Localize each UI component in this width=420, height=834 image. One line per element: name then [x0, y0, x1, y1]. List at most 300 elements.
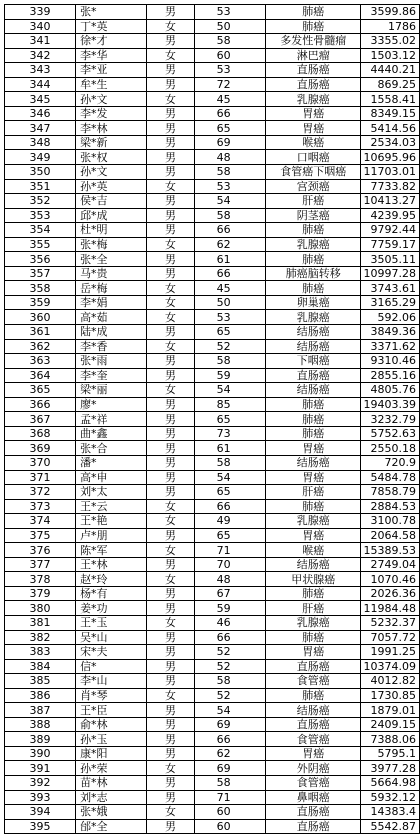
row-number-cell: 361 — [5, 325, 76, 340]
diagnosis-cell: 乳腺癌 — [265, 514, 360, 529]
age-cell: 70 — [194, 557, 265, 572]
age-cell: 58 — [194, 34, 265, 49]
table-row — [5, 325, 420, 340]
age-cell: 48 — [194, 150, 265, 165]
sex-cell: 男 — [147, 586, 194, 601]
patient-name-cell: 宋*夫 — [76, 645, 147, 660]
cost-cell: 1786 — [361, 19, 420, 34]
diagnosis-cell: 肝癌 — [265, 601, 360, 616]
cost-cell: 5664.98 — [361, 775, 420, 790]
diagnosis-cell: 鼻咽癌 — [265, 790, 360, 805]
patient-name-cell: 杨*有 — [76, 586, 147, 601]
diagnosis-cell: 结肠癌 — [265, 383, 360, 398]
age-cell: 50 — [194, 295, 265, 310]
patient-name-cell: 梁*新 — [76, 135, 147, 150]
row-number-cell: 340 — [5, 19, 76, 34]
table-row — [5, 368, 420, 383]
diagnosis-cell: 胃癌 — [265, 470, 360, 485]
table-row — [5, 805, 420, 820]
table-row — [5, 19, 420, 34]
age-cell: 66 — [194, 266, 265, 281]
age-cell: 62 — [194, 746, 265, 761]
cost-cell: 1558.41 — [361, 92, 420, 107]
row-number-cell: 350 — [5, 165, 76, 180]
table-row — [5, 761, 420, 776]
cost-cell: 3505.11 — [361, 252, 420, 267]
cost-cell: 2064.58 — [361, 528, 420, 543]
patient-name-cell: 孙*玉 — [76, 732, 147, 747]
row-number-cell: 351 — [5, 179, 76, 194]
age-cell: 65 — [194, 325, 265, 340]
row-number-cell: 348 — [5, 135, 76, 150]
row-number-cell: 367 — [5, 412, 76, 427]
diagnosis-cell: 喉癌 — [265, 543, 360, 558]
age-cell: 53 — [194, 179, 265, 194]
cost-cell: 4805.76 — [361, 383, 420, 398]
row-number-cell: 388 — [5, 717, 76, 732]
age-cell: 58 — [194, 674, 265, 689]
diagnosis-cell: 胃癌 — [265, 645, 360, 660]
cost-cell: 1503.12 — [361, 48, 420, 63]
table-row — [5, 310, 420, 325]
sex-cell: 女 — [147, 805, 194, 820]
patient-name-cell: 孙*荣 — [76, 761, 147, 776]
table-row — [5, 121, 420, 136]
patient-name-cell: 侯*吉 — [76, 194, 147, 209]
age-cell: 60 — [194, 48, 265, 63]
age-cell: 65 — [194, 528, 265, 543]
row-number-cell: 365 — [5, 383, 76, 398]
cost-cell: 7733.82 — [361, 179, 420, 194]
table-row — [5, 106, 420, 121]
age-cell: 71 — [194, 543, 265, 558]
table-row — [5, 586, 420, 601]
age-cell: 53 — [194, 5, 265, 20]
table-row — [5, 470, 420, 485]
sex-cell: 女 — [147, 237, 194, 252]
table-row — [5, 63, 420, 78]
sex-cell: 男 — [147, 135, 194, 150]
patient-name-cell: 徐*才 — [76, 34, 147, 49]
age-cell: 52 — [194, 659, 265, 674]
row-number-cell: 352 — [5, 194, 76, 209]
diagnosis-cell: 直肠癌 — [265, 805, 360, 820]
patient-name-cell: 马*贵 — [76, 266, 147, 281]
sex-cell: 男 — [147, 165, 194, 180]
age-cell: 65 — [194, 485, 265, 500]
cost-cell: 10997.28 — [361, 266, 420, 281]
table-row — [5, 630, 420, 645]
row-number-cell: 374 — [5, 514, 76, 529]
age-cell: 46 — [194, 615, 265, 630]
sex-cell: 女 — [147, 281, 194, 296]
table-row — [5, 514, 420, 529]
cost-cell: 1070.46 — [361, 572, 420, 587]
diagnosis-cell: 食管癌下咽癌 — [265, 165, 360, 180]
row-number-cell: 384 — [5, 659, 76, 674]
cost-cell: 10374.09 — [361, 659, 420, 674]
row-number-cell: 356 — [5, 252, 76, 267]
age-cell: 53 — [194, 63, 265, 78]
age-cell: 69 — [194, 717, 265, 732]
patient-name-cell: 孙*文 — [76, 92, 147, 107]
sex-cell: 女 — [147, 499, 194, 514]
diagnosis-cell: 口咽癌 — [265, 150, 360, 165]
table-row — [5, 34, 420, 49]
cost-cell: 19403.39 — [361, 397, 420, 412]
sex-cell: 男 — [147, 77, 194, 92]
table-row — [5, 150, 420, 165]
patient-name-cell: 苗*林 — [76, 775, 147, 790]
patient-name-cell: 孙*英 — [76, 179, 147, 194]
table-row — [5, 485, 420, 500]
age-cell: 85 — [194, 397, 265, 412]
table-row — [5, 165, 420, 180]
table-row — [5, 528, 420, 543]
patient-name-cell: 姜*功 — [76, 601, 147, 616]
sex-cell: 女 — [147, 310, 194, 325]
sex-cell: 女 — [147, 19, 194, 34]
patient-name-cell: 李*香 — [76, 339, 147, 354]
table-row — [5, 688, 420, 703]
sex-cell: 男 — [147, 412, 194, 427]
patient-name-cell: 曲*鑫 — [76, 426, 147, 441]
cost-cell: 869.25 — [361, 77, 420, 92]
diagnosis-cell: 直肠癌 — [265, 77, 360, 92]
patient-name-cell: 高*申 — [76, 470, 147, 485]
patient-name-cell: 陆*成 — [76, 325, 147, 340]
patient-name-cell: 杜*明 — [76, 223, 147, 238]
row-number-cell: 379 — [5, 586, 76, 601]
row-number-cell: 377 — [5, 557, 76, 572]
age-cell: 66 — [194, 106, 265, 121]
table-row — [5, 746, 420, 761]
sex-cell: 女 — [147, 92, 194, 107]
row-number-cell: 364 — [5, 368, 76, 383]
diagnosis-cell: 胃癌 — [265, 528, 360, 543]
row-number-cell: 368 — [5, 426, 76, 441]
table-row — [5, 223, 420, 238]
cost-cell: 5752.63 — [361, 426, 420, 441]
diagnosis-cell: 肺癌 — [265, 281, 360, 296]
diagnosis-cell: 多发性骨髓瘤 — [265, 34, 360, 49]
cost-cell: 1879.01 — [361, 703, 420, 718]
diagnosis-cell: 食管癌 — [265, 775, 360, 790]
age-cell: 65 — [194, 121, 265, 136]
sex-cell: 男 — [147, 223, 194, 238]
sex-cell: 男 — [147, 5, 194, 20]
cost-cell: 7057.72 — [361, 630, 420, 645]
cost-cell: 2550.18 — [361, 441, 420, 456]
cost-cell: 3977.28 — [361, 761, 420, 776]
age-cell: 66 — [194, 499, 265, 514]
age-cell: 58 — [194, 165, 265, 180]
row-number-cell: 386 — [5, 688, 76, 703]
patient-name-cell: 李*奎 — [76, 368, 147, 383]
diagnosis-cell: 肺癌 — [265, 630, 360, 645]
row-number-cell: 366 — [5, 397, 76, 412]
patient-name-cell: 李*亚 — [76, 63, 147, 78]
patient-name-cell: 张*雨 — [76, 354, 147, 369]
diagnosis-cell: 结肠癌 — [265, 325, 360, 340]
diagnosis-cell: 宫颈癌 — [265, 179, 360, 194]
sex-cell: 女 — [147, 514, 194, 529]
patient-name-cell: 康*阳 — [76, 746, 147, 761]
table-row — [5, 252, 420, 267]
diagnosis-cell: 胃癌 — [265, 106, 360, 121]
diagnosis-cell: 肺癌脑转移 — [265, 266, 360, 281]
patient-name-cell: 邱*成 — [76, 208, 147, 223]
table-row — [5, 135, 420, 150]
age-cell: 45 — [194, 281, 265, 296]
row-number-cell: 357 — [5, 266, 76, 281]
row-number-cell: 378 — [5, 572, 76, 587]
diagnosis-cell: 食管癌 — [265, 732, 360, 747]
row-number-cell: 371 — [5, 470, 76, 485]
patient-name-cell: 邰*全 — [76, 819, 147, 834]
sex-cell: 女 — [147, 688, 194, 703]
row-number-cell: 389 — [5, 732, 76, 747]
table-row — [5, 354, 420, 369]
cost-cell: 7759.17 — [361, 237, 420, 252]
patient-name-cell: 刘*太 — [76, 485, 147, 500]
patient-name-cell: 李*林 — [76, 121, 147, 136]
diagnosis-cell: 食管癌 — [265, 674, 360, 689]
cost-cell: 4012.82 — [361, 674, 420, 689]
patient-name-cell: 张*合 — [76, 441, 147, 456]
diagnosis-cell: 直肠癌 — [265, 659, 360, 674]
sex-cell: 男 — [147, 194, 194, 209]
patient-name-cell: 肖*琴 — [76, 688, 147, 703]
diagnosis-cell: 卵巢癌 — [265, 295, 360, 310]
diagnosis-cell: 下咽癌 — [265, 354, 360, 369]
sex-cell: 女 — [147, 543, 194, 558]
diagnosis-cell: 结肠癌 — [265, 557, 360, 572]
cost-cell: 11984.48 — [361, 601, 420, 616]
diagnosis-cell: 肺癌 — [265, 5, 360, 20]
table-row — [5, 281, 420, 296]
cost-cell: 3849.36 — [361, 325, 420, 340]
sex-cell: 男 — [147, 252, 194, 267]
sex-cell: 男 — [147, 790, 194, 805]
patient-name-cell: 俞*林 — [76, 717, 147, 732]
patient-name-cell: 李*发 — [76, 106, 147, 121]
age-cell: 52 — [194, 645, 265, 660]
table-row — [5, 77, 420, 92]
table-row — [5, 601, 420, 616]
patient-name-cell: 梁*丽 — [76, 383, 147, 398]
row-number-cell: 381 — [5, 615, 76, 630]
cost-cell: 10413.27 — [361, 194, 420, 209]
table-row — [5, 194, 420, 209]
table-row — [5, 775, 420, 790]
cost-cell: 5795.1 — [361, 746, 420, 761]
cost-cell: 5542.87 — [361, 819, 420, 834]
diagnosis-cell: 结肠癌 — [265, 339, 360, 354]
cost-cell: 14383.4 — [361, 805, 420, 820]
cost-cell: 2855.16 — [361, 368, 420, 383]
sex-cell: 男 — [147, 775, 194, 790]
sex-cell: 男 — [147, 659, 194, 674]
age-cell: 61 — [194, 252, 265, 267]
patient-name-cell: 李*华 — [76, 48, 147, 63]
sex-cell: 男 — [147, 557, 194, 572]
sex-cell: 男 — [147, 455, 194, 470]
cost-cell: 4440.21 — [361, 63, 420, 78]
age-cell: 54 — [194, 194, 265, 209]
cost-cell: 4239.95 — [361, 208, 420, 223]
sex-cell: 女 — [147, 179, 194, 194]
cost-cell: 11703.01 — [361, 165, 420, 180]
sex-cell: 男 — [147, 732, 194, 747]
table-row — [5, 441, 420, 456]
diagnosis-cell: 喉癌 — [265, 135, 360, 150]
age-cell: 66 — [194, 732, 265, 747]
cost-cell: 2534.03 — [361, 135, 420, 150]
row-number-cell: 344 — [5, 77, 76, 92]
age-cell: 58 — [194, 208, 265, 223]
patient-name-cell: 王*臣 — [76, 703, 147, 718]
diagnosis-cell: 直肠癌 — [265, 717, 360, 732]
age-cell: 62 — [194, 237, 265, 252]
sex-cell: 女 — [147, 761, 194, 776]
table-row — [5, 615, 420, 630]
patient-name-cell: 赵*玲 — [76, 572, 147, 587]
cost-cell: 8349.15 — [361, 106, 420, 121]
sex-cell: 男 — [147, 397, 194, 412]
row-number-cell: 383 — [5, 645, 76, 660]
sex-cell: 女 — [147, 572, 194, 587]
row-number-cell: 373 — [5, 499, 76, 514]
row-number-cell: 354 — [5, 223, 76, 238]
sex-cell: 男 — [147, 717, 194, 732]
row-number-cell: 391 — [5, 761, 76, 776]
patient-name-cell: 卢*朋 — [76, 528, 147, 543]
sex-cell: 女 — [147, 615, 194, 630]
patient-name-cell: 张*权 — [76, 150, 147, 165]
table-row — [5, 295, 420, 310]
table-row — [5, 179, 420, 194]
diagnosis-cell: 乳腺癌 — [265, 615, 360, 630]
sex-cell: 女 — [147, 383, 194, 398]
age-cell: 52 — [194, 688, 265, 703]
table-row — [5, 499, 420, 514]
table-row — [5, 703, 420, 718]
table-row — [5, 557, 420, 572]
row-number-cell: 387 — [5, 703, 76, 718]
cost-cell: 2884.53 — [361, 499, 420, 514]
patient-name-cell: 张* — [76, 5, 147, 20]
diagnosis-cell: 肺癌 — [265, 252, 360, 267]
row-number-cell: 385 — [5, 674, 76, 689]
sex-cell: 男 — [147, 746, 194, 761]
row-number-cell: 393 — [5, 790, 76, 805]
cost-cell: 7858.79 — [361, 485, 420, 500]
age-cell: 66 — [194, 223, 265, 238]
sex-cell: 男 — [147, 645, 194, 660]
diagnosis-cell: 阴茎癌 — [265, 208, 360, 223]
diagnosis-cell: 直肠癌 — [265, 63, 360, 78]
sex-cell: 男 — [147, 601, 194, 616]
patient-name-cell: 吴*山 — [76, 630, 147, 645]
table-row — [5, 543, 420, 558]
table-row — [5, 266, 420, 281]
cost-cell: 3355.02 — [361, 34, 420, 49]
age-cell: 59 — [194, 368, 265, 383]
table-row — [5, 339, 420, 354]
age-cell: 50 — [194, 19, 265, 34]
cost-cell: 1730.85 — [361, 688, 420, 703]
row-number-cell: 382 — [5, 630, 76, 645]
row-number-cell: 380 — [5, 601, 76, 616]
table-row — [5, 237, 420, 252]
row-number-cell: 394 — [5, 805, 76, 820]
table-row — [5, 572, 420, 587]
sex-cell: 男 — [147, 630, 194, 645]
cost-cell: 5414.56 — [361, 121, 420, 136]
age-cell: 58 — [194, 354, 265, 369]
row-number-cell: 342 — [5, 48, 76, 63]
diagnosis-cell: 结肠癌 — [265, 455, 360, 470]
cost-cell: 3371.62 — [361, 339, 420, 354]
sex-cell: 女 — [147, 295, 194, 310]
age-cell: 61 — [194, 441, 265, 456]
cost-cell: 9792.44 — [361, 223, 420, 238]
diagnosis-cell: 肝癌 — [265, 485, 360, 500]
row-number-cell: 353 — [5, 208, 76, 223]
cost-cell: 5484.78 — [361, 470, 420, 485]
patient-name-cell: 孙*文 — [76, 165, 147, 180]
cost-cell: 5232.37 — [361, 615, 420, 630]
diagnosis-cell: 直肠癌 — [265, 368, 360, 383]
patient-name-cell: 孟*祥 — [76, 412, 147, 427]
row-number-cell: 369 — [5, 441, 76, 456]
diagnosis-cell: 乳腺癌 — [265, 92, 360, 107]
table-row — [5, 92, 420, 107]
age-cell: 58 — [194, 455, 265, 470]
diagnosis-cell: 淋巴瘤 — [265, 48, 360, 63]
table-row — [5, 819, 420, 834]
patient-name-cell: 张*梅 — [76, 237, 147, 252]
sex-cell: 女 — [147, 48, 194, 63]
table-row — [5, 732, 420, 747]
age-cell: 60 — [194, 805, 265, 820]
patient-name-cell: 陈*军 — [76, 543, 147, 558]
row-number-cell: 376 — [5, 543, 76, 558]
age-cell: 48 — [194, 572, 265, 587]
patient-name-cell: 张*全 — [76, 252, 147, 267]
diagnosis-cell: 外阴癌 — [265, 761, 360, 776]
row-number-cell: 370 — [5, 455, 76, 470]
row-number-cell: 346 — [5, 106, 76, 121]
sex-cell: 男 — [147, 63, 194, 78]
diagnosis-cell: 胃癌 — [265, 746, 360, 761]
sex-cell: 男 — [147, 354, 194, 369]
patient-name-cell: 王*林 — [76, 557, 147, 572]
age-cell: 71 — [194, 790, 265, 805]
patient-name-cell: 潘* — [76, 455, 147, 470]
cost-cell: 720.9 — [361, 455, 420, 470]
age-cell: 53 — [194, 310, 265, 325]
cost-cell: 3232.79 — [361, 412, 420, 427]
cost-cell: 2749.04 — [361, 557, 420, 572]
table-row — [5, 412, 420, 427]
row-number-cell: 347 — [5, 121, 76, 136]
patient-name-cell: 信* — [76, 659, 147, 674]
age-cell: 54 — [194, 383, 265, 398]
sex-cell: 男 — [147, 368, 194, 383]
age-cell: 65 — [194, 412, 265, 427]
